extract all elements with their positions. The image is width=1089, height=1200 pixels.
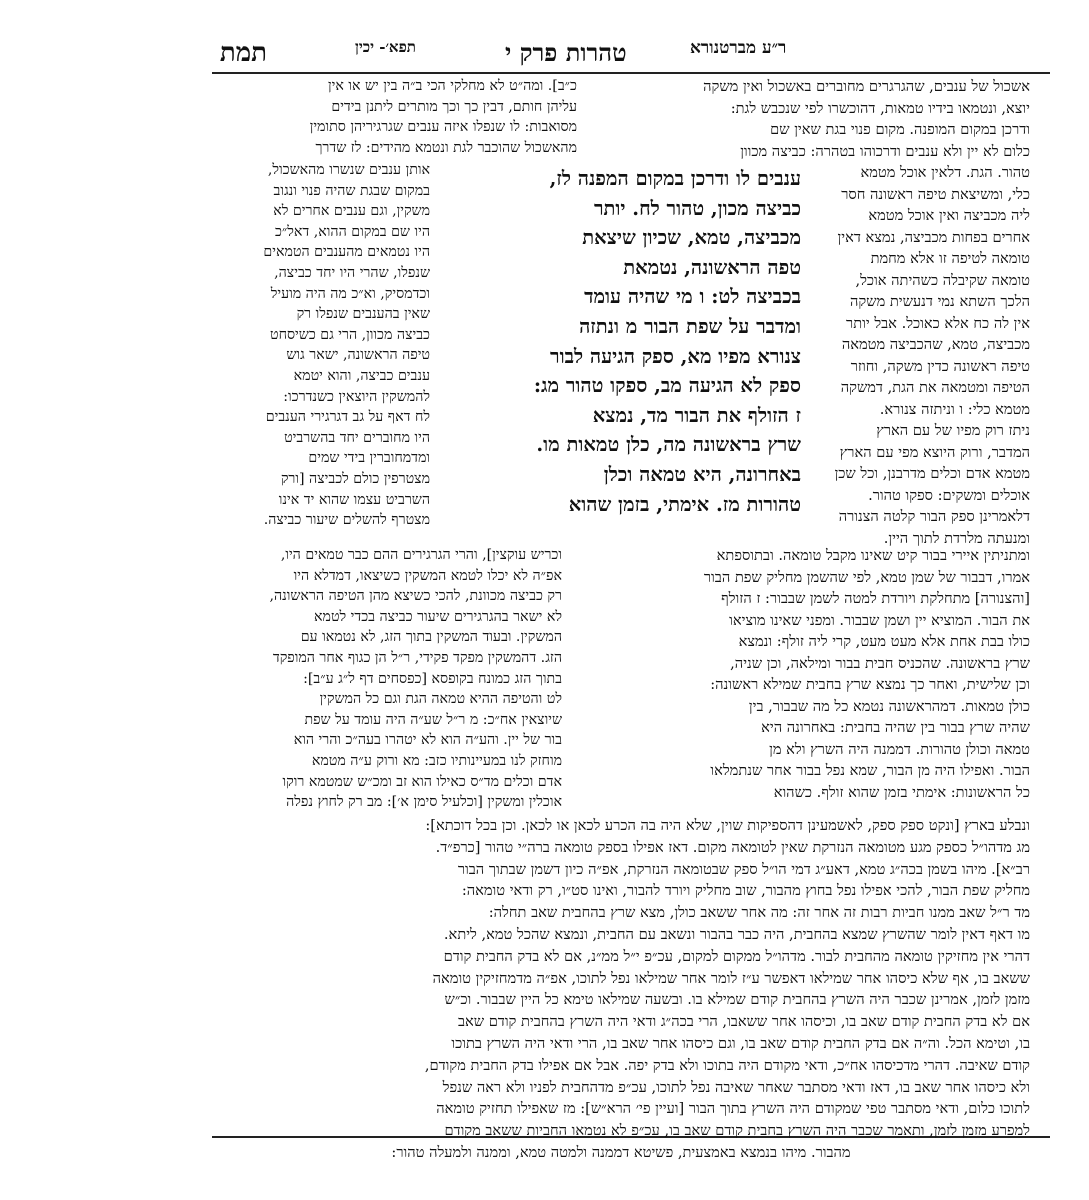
mishnah-line: כביצה מכון, טהור לח. יותר (593, 196, 801, 220)
commentary-line: ששאב בו, אף שלא כיסהו אחר שמילאו דאפשר ע״ז לומר אחר שמילאו נפל לתוכו, אפ״ה מדמחזיקין טומאה (432, 969, 1030, 987)
mishnah-line: ז הזולף את הבור מד, נמצא (592, 403, 801, 427)
commentary-line: אותן ענבים שנשרו מהאשכול, (267, 162, 430, 178)
commentary-line: ומדמחוברין בידי שמים (308, 450, 430, 467)
commentary-line: לא ישאר בהגרגירים שיעור כביצה בכדי לטמא (314, 608, 562, 625)
commentary-line: ענבים כביצה, והוא יטמא (293, 367, 430, 384)
commentary-line: יוצא, ונטמאו בידיו טמאות, דהוכשרו לפי שנכבש לגת: (730, 99, 1030, 117)
commentary-line: מכביצה, טמא, שהכביצה מטמאה (841, 336, 1030, 353)
commentary-line: טיפה הראשונה, ישאר גוש (286, 347, 430, 364)
commentator-title: ר״ע מברטנורא (690, 38, 787, 58)
commentary-line: היו נטמאים מהענבים הטמאים (263, 244, 430, 261)
mishnah-line: צנורא מפיו מא, ספק הגיעה לבור (550, 344, 801, 368)
commentary-line: מצטרף להשלים שיעור כביצה. (263, 512, 430, 529)
commentary-line: מסואבות: לו שנפלו איזה ענבים שגרגיריהן סתומין (309, 119, 577, 136)
commentary-line: טמאה וכולן טהורות. דממנה היה השרץ ולא מן (769, 740, 1030, 758)
commentary-line: מד ר״ל שאב ממנו חביות רבות זה אחר זה: מה אחר ששאב כולן, מצא שרץ בהחבית שאב תחלה: (488, 904, 1030, 922)
mishnah-text (437, 164, 801, 519)
commentary-left-bottom (212, 545, 562, 813)
commentary-line: וכן שלישית, ואחר כך נמצא שרץ בחבית שמילא ראשונה: (710, 676, 1030, 693)
commentary-line: מהבור. מיהו בנמצא באמצעית, פשיטא דממנה ולמטה טמא, וממנה ולמעלה טהור: (391, 1143, 851, 1161)
commentary-line: משקין, וגם ענבים אחרים לא (273, 203, 430, 220)
commentary-line: כולן טמאות. דמהראשונה נטמא כל מה שבבור, בין (748, 697, 1030, 715)
commentary-line: בור של יין. והע״ה הוא לא יטהרו בעה״כ והרי הוא (293, 732, 562, 749)
mishnah-line: טהורות מז. אימתי, בזמן שהוא (568, 492, 801, 516)
commentary-line: עליהן חותם, דבין כך וכך מותרים ליתנן בידים (331, 98, 577, 115)
commentary-line: דהרי אין מחזיקין טומאה מהחבית לבור. מדהו״ל ממקום למקום, עכ״פ י״ל ממ״נ, אם לא בדק החבית קודם (443, 947, 1030, 965)
commentary-line: שהיה שרץ בבור בין שהיה בחבית: באחרונה היא (761, 719, 1030, 736)
commentary-line: ליה מכביצה ואין אוכל מטמא (868, 207, 1030, 224)
commentary-line: ונבלע בארץ [ונקט ספק ספק, לאשמעינן דהספיקות שוין, שלא היה בה הכרע לכאן או לכאן. וכן בכל דוכתא]: (425, 817, 1030, 834)
commentary-line: השרביט עצמו שהוא יד אינו (278, 491, 430, 508)
commentary-line: ומתניתין איירי בבור קיט שאינו מקבל טומאה. ובתוספתא (716, 547, 1030, 564)
commentary-line: לתוכו כלום, ודאי מסתבר טפי שמקודם היה השרץ בתוך הבור [ועיין פי׳ הרא״ש]: מז שאפילו תחזיק טומאה (436, 1100, 1030, 1118)
commentary-line: ודרכן במקום המופנה. מקום פנוי בגת שאין שם (770, 121, 1030, 138)
commentary-line: וכריש עוקצין], והרי הגרגירים ההם כבר טמאים היו, (280, 547, 562, 563)
commentary-line: מחליק שפת הבור, להכי אפילו נפל בחוץ מהבור, שוב מחליק ויורד להבור, ואינו סט״ו, רק ודאי טומאה: (461, 882, 1030, 900)
mishnah-line: מכביצה, טמא, שכיון שיצאת (582, 226, 801, 250)
commentary-line: לח דאף על גב דגרגירי הענבים (265, 409, 430, 426)
commentary-line: ולא כיסהו אחר שאב בו, דאז ודאי מסתבר שאחר שאיבה נפל לתוכו, עכ״פ מדהחבית לפניו ולא ראה שנפל (442, 1078, 1030, 1096)
commentary-line: טהור. הגת. דלאין אוכל מטמא (860, 164, 1030, 181)
chapter-title: טהרות פרק י (505, 38, 627, 67)
commentary-line: שאין בהענבים שנפלו רק (296, 306, 430, 323)
commentary-line: הזג. דהמשקין מפקד פקידי, ר״ל הן כגוף אחר המופקד (272, 649, 562, 666)
commentary-line: מטמא כלי: ו וניתזה צנורא. (879, 400, 1030, 418)
commentary-line: כלום לא יין ולא ענבים ודרכוהו בטהרה: כביצה מכוון (740, 142, 1030, 160)
commentary-bottom (212, 815, 1030, 1164)
commentary-line: ומנעתה מלרדת לתוך היין. (883, 529, 1030, 547)
commentary-line: כלי, ומשיצאת טיפה ראשונה חסר (841, 185, 1030, 203)
commentary-line: דלאמרינן ספק הבור קלטה הצנורה (838, 508, 1030, 525)
commentary-line: [והצנורה] מתחלקת ויורדת למטה לשמן שבבור: ז הזולף (721, 590, 1030, 607)
commentary-line: מג מדהו״ל כספק מגע מטומאה הנזרקת שאין לטומאה מקום. דאז אפילו בספק טומאה ברה״י טהור [כרפ״ד. (435, 838, 1030, 856)
commentary-line: המדבר, ורוק היוצא מפי עם הארץ (839, 443, 1030, 461)
commentary-line: וכדמסיק, וא״כ מה היה מועיל (270, 285, 430, 302)
commentary-line: אשכול של ענבים, שהגרגרים מחוברים באשכול ואין משקה (703, 78, 1030, 95)
page-number: תמת (219, 38, 267, 68)
commentary-line: כולו בבת אחת אלא מעט מעט, קרי ליה זולף: ונמצא (738, 633, 1030, 650)
commentary-line: מהאשכול שהוכבר לגת ונטמא מהידים: לז שדרך (315, 139, 577, 156)
commentary-right-top (585, 76, 1030, 162)
commentary-line: אוכלין ומשקין [וכלעיל סימן א׳]: מב רק לחוץ נפלה (286, 794, 562, 811)
commentary-line: אמרו, דבבור של שמן טמא, לפי שהשמן מחליק שפת הבור (703, 568, 1030, 586)
mishnah-line: באחרונה, היא טמאה וכלן (603, 462, 801, 486)
commentary-line: הלכך השתא נמי דנעשית משקה (850, 293, 1030, 310)
commentary-line: אין לה כח אלא כאוכל. אבל יותר (846, 314, 1030, 332)
commentary-line: במקום שבגת שהיה פנוי ונגוב (273, 182, 430, 199)
commentary-line: טומאה שקיבלה כשהיתה אוכל, (855, 271, 1030, 289)
commentary-line: אם לא בדק החבית קודם שאב בו, וכיסהו אחר ששאבו, הרי בכה״ג ודאי היה השרץ בהחבית קודם שאב (457, 1013, 1030, 1031)
commentary-line: מטמא אדם וכלים מדרבנן, וכל שכן (834, 465, 1030, 482)
commentary-line: היו מחוברים יחד בהשרביט (284, 429, 430, 446)
commentary-right-bottom (568, 545, 1030, 803)
commentary-line: מצטרפין כולם לכביצה [ורק (280, 470, 430, 487)
commentary-line: ניתז רוק מפיו של עם הארץ (876, 422, 1030, 439)
commentary-line: שנפלו, שהרי היו יחד כביצה, (274, 264, 430, 281)
commentary-line: מוחזק לנו במעיינותיו כזב: מא ורוק ע״ה מטמא (311, 752, 562, 769)
header-rule (212, 72, 1050, 74)
commentary-left-top (212, 76, 577, 158)
commentary-line: מו דאף דאין לומר שהשרץ שמצא בהחבית, היה כבר בהבור ונשאב עם החבית, ונמצא שהכל טמא, ליתא. (443, 925, 1030, 943)
commentary-line: רב״א]. מיהו בשמן בכה״ג טמא, דאע״ג דמי הו״ל ספק שבטומאה הנזרקת, אפ״ה כיון דשמן שבתוך הבור (457, 860, 1030, 878)
mishnah-line: ומדבר על שפת הבור מ ונתזה (579, 314, 801, 338)
commentary-line: בו, וטימא הכל. וה״ה אם בדק החבית קודם שאב בו, וגם כיסהו אחר שאב בו, הרי ודאי היה השרץ בתוכו (451, 1034, 1030, 1052)
commentary-line: אפ״ה לא יכלו לטמא המשקין כשיצאו, דמדלא היו (293, 567, 562, 584)
commentary-line: כביצה מכוון, הרי גם כשיסחט (270, 326, 430, 343)
mishnah-line: טפה הראשונה, נטמאת (623, 255, 801, 279)
commentary-line: מזמן לזמן, אמרינן שכבר היה השרץ בהחבית קודם שמילא בו. ובשעה שמילאו טימא כל היין שבבור. וכ״ש (444, 991, 1030, 1009)
commentary-line: למפרע מזמן לזמן, ותאמר שכבר היה השרץ בחבית קודם שאב בו, עכ״פ לא נטמאו החביות ששאב מקודם (444, 1122, 1030, 1140)
commentary-line: שיוצאין אח״כ: מ ר״ל שע״ה היה עומד על שפת (304, 711, 562, 728)
commentary-line: קודם שאיבה. דהרי מדכיסהו אח״כ, ודאי מקודם היה בתוכו ולא בדק יפה. אבל אם אפילו בדק החבית מקודם, (424, 1056, 1030, 1074)
commentary-line: הטיפה ומטמאה את הגת, דמשקה (840, 379, 1030, 396)
commentary-line: שרץ בראשונה. שהכניס חבית בבור ומילאה, וכן שניה, (730, 654, 1030, 672)
mishnah-line: בכביצה לט: ו מי שהיה עומד (584, 285, 801, 309)
commentary-right-narrow (808, 162, 1030, 549)
commentary-line: כל הראשונות: אימתי בזמן שהוא זולף. כשהוא (773, 783, 1030, 801)
mishnah-line: ספק לא הגיעה מב, ספקו טהור מג: (533, 374, 801, 398)
commentary-line: בתוך הזג כמונח בקופסא [כפסחים דף ל״ג ע״ב]: (303, 670, 562, 687)
commentary-line: אחרים בפחות מכביצה, נמצא דאין (837, 228, 1030, 246)
commentary-line: אדם וכלים מד״ס כאילו הוא זב ומכ״ש שמטמא רוקו (282, 773, 562, 790)
commentary-left-narrow (212, 160, 430, 531)
mishnah-line: ענבים לו ודרכן במקום המפנה לז, (549, 167, 801, 190)
commentary-line: לט והטיפה ההיא טמאה הגת וגם כל המשקין (319, 691, 562, 708)
leaf-reference: תפא׳- יכין (355, 38, 416, 56)
commentary-line: המשקין. ובעוד המשקין בתוך הזג, לא נטמאו עם (300, 629, 562, 646)
mishnah-line: שרץ בראשונה מה, כלן טמאות מו. (536, 433, 801, 457)
commentary-line: כ״ב]. ומה״ט לא מחלקי הכי ב״ה בין יש או אין (328, 78, 577, 94)
commentary-line: רק כביצה מכוונת, להכי כשיצא מהן הטיפה הראשונה, (269, 588, 562, 605)
commentary-line: להמשקין היוצאין כשנדרכו: (283, 388, 430, 405)
commentary-line: הבור. ואפילו היה מן הבור, שמא נפל בבור אחר שנתמלאו (710, 762, 1030, 779)
commentary-line: טומאה לטיפה זו אלא מחמת (870, 250, 1030, 267)
commentary-line: אוכלים ומשקים: ספקו טהור. (868, 486, 1030, 504)
commentary-line: טיפה ראשונה כדין משקה, וחוזר (850, 357, 1030, 375)
commentary-line: את הבור. המוציא יין ושמן שבבור. ומפני שאינו מוציאו (729, 611, 1030, 629)
commentary-line: היו שם במקום ההוא, דאל״כ (274, 223, 430, 240)
